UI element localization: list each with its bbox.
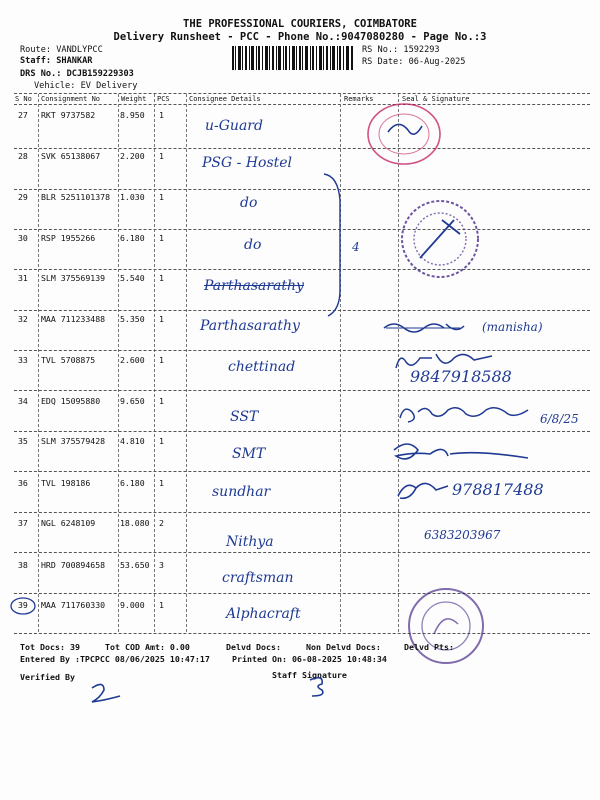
row-consignee-handwritten: SMT xyxy=(232,446,266,462)
verifier-signature-icon xyxy=(86,680,124,706)
row-sno: 27 xyxy=(18,110,28,120)
non-delivered-docs: Non Delvd Docs: xyxy=(306,642,381,652)
col-weight: Weight xyxy=(121,95,147,103)
row-consignment: NGL 6248109 xyxy=(41,518,96,528)
row-pcs: 2 xyxy=(159,518,164,528)
circled-number-mark-icon xyxy=(9,596,37,616)
row-weight: 53.650 xyxy=(120,560,150,570)
signature-scribble-icon xyxy=(388,436,538,468)
drs-number: DRS No.: DCJB159229303 xyxy=(20,69,134,79)
entered-by: Entered By :TPCPCC 08/06/2025 10:47:17 xyxy=(20,654,210,664)
row-pcs: 1 xyxy=(159,233,164,243)
row-sno: 37 xyxy=(18,518,28,528)
row-consignment: HRD 700894658 xyxy=(41,560,106,570)
staff-signature-label: Staff Signature xyxy=(272,670,347,680)
row-sno: 39 xyxy=(18,600,28,610)
row-pcs: 1 xyxy=(159,436,164,446)
row-signature-handwritten: 9847918588 xyxy=(410,367,512,386)
row-rule xyxy=(14,189,590,190)
row-signature-handwritten: 6383203967 xyxy=(424,528,501,542)
staff-signature-icon xyxy=(304,674,336,700)
row-sno: 34 xyxy=(18,396,28,406)
total-cod-amount: Tot COD Amt: 0.00 xyxy=(105,642,190,652)
row-consignment: MAA 711233488 xyxy=(41,314,106,324)
table-bottom-rule xyxy=(14,633,590,634)
col-pcs: PCS xyxy=(157,95,170,103)
staff-label: Staff: SHANKAR xyxy=(20,56,93,66)
col-remarks: Remarks xyxy=(344,95,374,103)
row-remarks-handwritten: 4 xyxy=(352,240,360,254)
row-weight: 5.540 xyxy=(120,273,145,283)
verified-by-label: Verified By xyxy=(20,672,75,682)
row-sno: 33 xyxy=(18,355,28,365)
row-consignment: BLR 5251101378 xyxy=(41,192,111,202)
row-rule xyxy=(14,512,590,513)
row-rule xyxy=(14,148,590,149)
rs-number: RS No.: 1592293 xyxy=(362,45,440,55)
row-consignment: RSP 1955266 xyxy=(41,233,96,243)
route-label: Route: VANDLYPCC xyxy=(20,45,103,55)
row-weight: 2.600 xyxy=(120,355,145,365)
row-pcs: 1 xyxy=(159,273,164,283)
row-consignment: EDQ 15095880 xyxy=(41,396,101,406)
barcode-icon xyxy=(232,46,354,70)
row-consignment: SLM 375579428 xyxy=(41,436,106,446)
rs-date: RS Date: 06-Aug-2025 xyxy=(362,57,466,67)
row-pcs: 1 xyxy=(159,600,164,610)
row-rule xyxy=(14,552,590,553)
row-signature-handwritten: 6/8/25 xyxy=(540,412,579,426)
row-consignee-handwritten: u-Guard xyxy=(205,118,263,134)
row-weight: 8.950 xyxy=(120,110,145,120)
col-sno: S No xyxy=(15,95,32,103)
row-pcs: 1 xyxy=(159,355,164,365)
row-weight: 2.200 xyxy=(120,151,145,161)
purple-seal-stamp-icon xyxy=(398,198,482,280)
signature-scribble-icon xyxy=(396,400,536,426)
row-consignment: SLM 375569139 xyxy=(41,273,106,283)
row-pcs: 1 xyxy=(159,314,164,324)
row-consignee-handwritten: do xyxy=(240,195,258,211)
row-consignee-handwritten: Parthasarathy xyxy=(204,278,304,294)
row-sno: 36 xyxy=(18,478,28,488)
row-rule xyxy=(14,310,590,311)
row-sno: 31 xyxy=(18,273,28,283)
signature-scribble-icon xyxy=(392,350,502,374)
runsheet-subtitle: Delivery Runsheet - PCC - Phone No.:9047080280 - Page No.:3 xyxy=(113,31,487,43)
vehicle-label: Vehicle: EV Delivery xyxy=(34,81,138,91)
row-signature-handwritten: 978817488 xyxy=(452,480,544,499)
signature-scribble-icon xyxy=(392,476,452,506)
row-pcs: 1 xyxy=(159,110,164,120)
signature-scribble-icon xyxy=(380,316,480,340)
row-weight: 9.000 xyxy=(120,600,145,610)
row-rule xyxy=(14,471,590,472)
row-consignee-handwritten: sundhar xyxy=(212,484,271,500)
row-weight: 6.180 xyxy=(120,478,145,488)
col-seal-signature: Seal & Signature xyxy=(402,95,470,103)
col-consignment: Consignment No xyxy=(41,95,101,103)
delivered-points: Delvd Pts: xyxy=(404,642,454,652)
table-top-rule xyxy=(14,93,590,94)
row-pcs: 1 xyxy=(159,151,164,161)
row-consignment: MAA 711760330 xyxy=(41,600,106,610)
row-sno: 35 xyxy=(18,436,28,446)
row-rule xyxy=(14,269,590,270)
row-consignee-handwritten: Nithya xyxy=(226,534,274,550)
purple-seal-stamp-icon xyxy=(404,586,488,666)
row-signature-handwritten: (manisha) xyxy=(482,320,543,334)
row-sno: 38 xyxy=(18,560,28,570)
total-docs: Tot Docs: 39 xyxy=(20,642,80,652)
row-sno: 28 xyxy=(18,151,28,161)
row-rule xyxy=(14,593,590,594)
row-consignee-handwritten: Alphacraft xyxy=(226,606,301,622)
row-consignee-handwritten: chettinad xyxy=(228,359,296,375)
row-consignment: TVL 5708875 xyxy=(41,355,96,365)
row-consignment: TVL 198186 xyxy=(41,478,91,488)
row-consignment: SVK 65138067 xyxy=(41,151,101,161)
row-sno: 32 xyxy=(18,314,28,324)
row-weight: 6.180 xyxy=(120,233,145,243)
row-sno: 30 xyxy=(18,233,28,243)
col-consignee: Consignee Details xyxy=(189,95,261,103)
delivered-docs: Delvd Docs: xyxy=(226,642,281,652)
row-consignment: RKT 9737582 xyxy=(41,110,96,120)
row-pcs: 1 xyxy=(159,192,164,202)
row-consignee-handwritten: Parthasarathy xyxy=(200,318,300,334)
row-consignee-handwritten: do xyxy=(244,237,262,253)
printed-on: Printed On: 06-08-2025 10:48:34 xyxy=(232,654,387,664)
row-rule xyxy=(14,350,590,351)
row-weight: 5.350 xyxy=(120,314,145,324)
row-rule xyxy=(14,229,590,230)
row-weight: 4.810 xyxy=(120,436,145,446)
row-weight: 1.030 xyxy=(120,192,145,202)
row-pcs: 1 xyxy=(159,396,164,406)
row-consignee-handwritten: PSG - Hostel xyxy=(202,155,293,171)
row-rule xyxy=(14,390,590,391)
row-pcs: 1 xyxy=(159,478,164,488)
row-sno: 29 xyxy=(18,192,28,202)
row-consignee-handwritten: SST xyxy=(230,409,259,425)
row-weight: 9.650 xyxy=(120,396,145,406)
table-header-rule xyxy=(14,104,590,105)
row-pcs: 3 xyxy=(159,560,164,570)
row-weight: 18.080 xyxy=(120,518,150,528)
row-rule xyxy=(14,431,590,432)
company-title: THE PROFESSIONAL COURIERS, COIMBATORE xyxy=(183,18,417,30)
row-consignee-handwritten: craftsman xyxy=(222,570,294,586)
red-seal-stamp-icon xyxy=(364,100,444,168)
ditto-bracket-icon xyxy=(320,170,350,320)
